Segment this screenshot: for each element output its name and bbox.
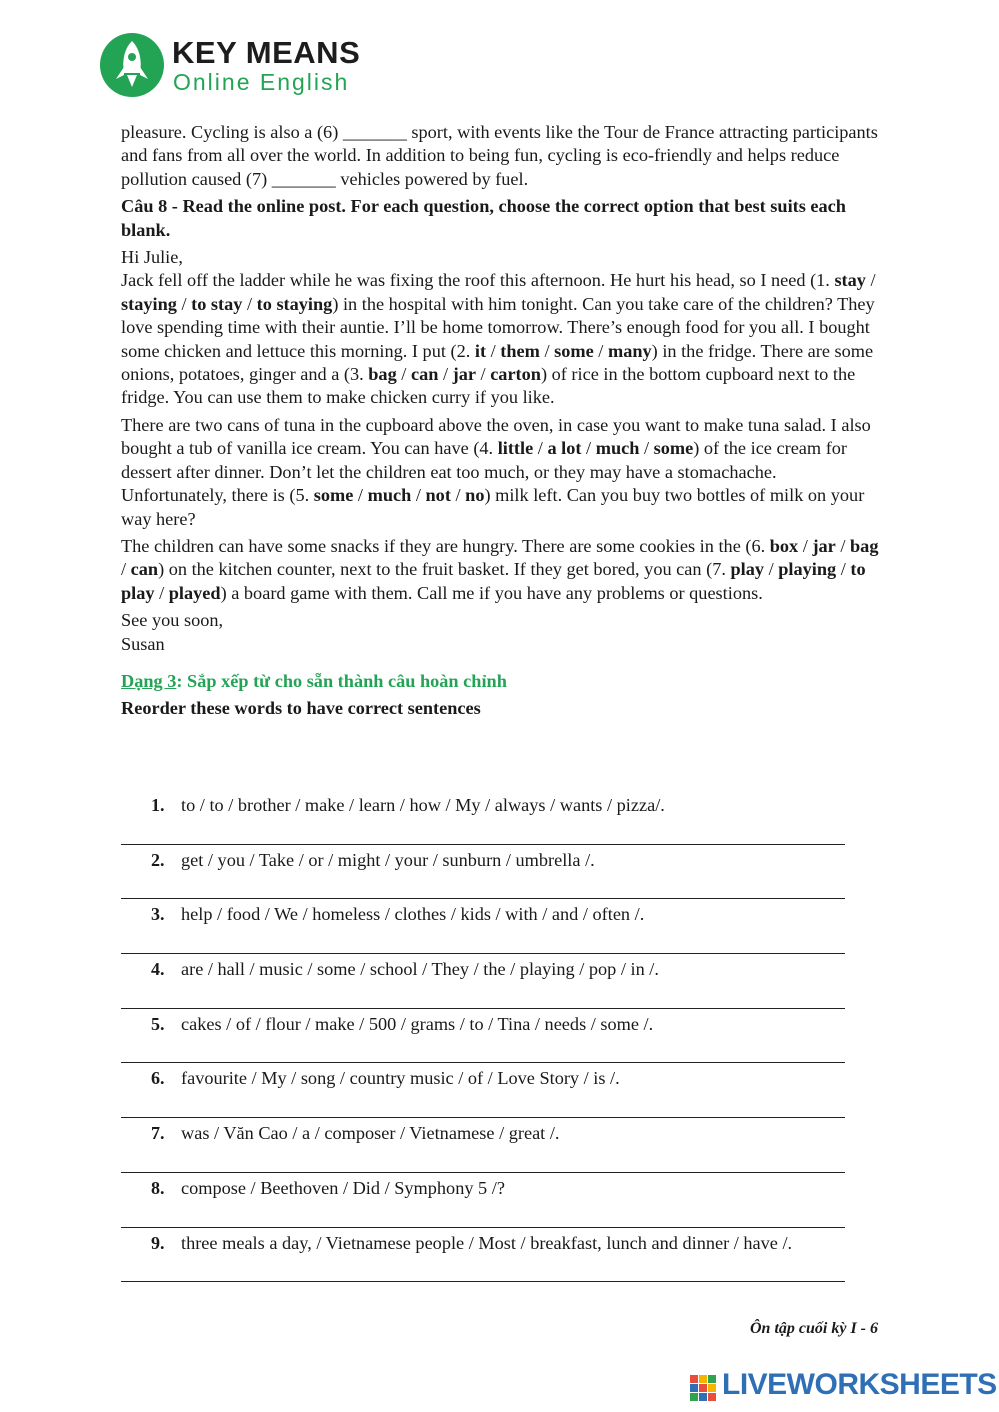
list-item — [121, 1174, 845, 1229]
section-heading — [121, 670, 881, 693]
logo-title: KEY MEANS — [172, 35, 361, 70]
letter-paragraph-3: The children can have some snacks if they are hungry. There are some cookies in the (6. box / jar / bag / can) on the kitchen counter, next to the fruit basket. If they get bored, you can (7. play / playing / to play / played) a board game with them. Call me if you have any problems or questions. — [121, 535, 879, 603]
option[interactable]: staying — [121, 293, 177, 314]
answer-line[interactable] — [121, 844, 845, 845]
answer-line[interactable] — [121, 898, 845, 899]
option[interactable]: jar — [812, 535, 836, 556]
option[interactable]: some — [554, 340, 594, 361]
page-footer: Ôn tập cuối kỳ I - 6 — [750, 1320, 878, 1337]
list-item — [121, 1064, 845, 1119]
option[interactable]: bag — [368, 364, 397, 385]
list-item — [121, 846, 845, 901]
option[interactable]: play — [730, 559, 765, 580]
item-words: cakes / of / flour / make / 500 / grams / to / Tina / needs / some /. — [181, 1013, 654, 1034]
item-words: are / hall / music / some / school / They / the / playing / pop / in /. — [181, 959, 659, 980]
liveworksheets-text: LIVEWORKSHEETS — [722, 1368, 997, 1401]
letter-body: Hi Julie, Jack fell off the ladder while he was fixing the roof this afternoon. He hurt his head, so I need (1. stay / staying / to stay / to staying) in the hospital with him tonight. Can you take care of the children? They love spending time with their auntie. I’ll be home tomorrow. There’s enough food for you all. I bought some chicken and lettuce this morning. I put (2. it / them / some / many) in the fridge. There are some onions, potatoes, ginger and a (3. bag / can / jar / carton) of rice in the bottom cupboard next to the fridge. You can use them to make chicken curry if you like. — [121, 247, 876, 408]
paragraph-text: There are two cans of tuna in the cupboard above the oven, in case you want to make tuna salad. I also bought a tub of vanilla ice cream. You can have (4. — [121, 414, 871, 459]
section-label: Dạng 3 — [121, 670, 177, 691]
list-item — [121, 900, 845, 955]
closing: See you soon, — [121, 610, 224, 631]
option[interactable]: played — [168, 582, 221, 603]
item-number: 2. — [151, 849, 165, 870]
option[interactable]: many — [607, 340, 652, 361]
option[interactable]: can — [410, 364, 439, 385]
list-item — [121, 791, 845, 846]
item-number: 9. — [151, 1232, 165, 1253]
answer-line[interactable] — [121, 1008, 845, 1009]
option[interactable]: much — [367, 485, 412, 506]
paragraph-text: ) of rice in the bottom cupboard next to the fridge. You can use them to make chicken curry if you like. — [121, 364, 856, 408]
item-number: 7. — [151, 1123, 165, 1144]
item-words: get / you / Take / or / might / your / sunburn / umbrella /. — [181, 849, 595, 870]
answer-line[interactable] — [121, 1062, 845, 1063]
item-words: to / to / brother / make / learn / how / My / always / wants / pizza/. — [181, 795, 665, 815]
section-title: : Sắp xếp từ cho sẵn thành câu hoàn chỉnh — [176, 670, 507, 691]
paragraph-text: ) milk left. Can you buy two bottles of milk on your way here? — [121, 485, 865, 529]
item-words: was / Văn Cao / a / composer / Vietnamese / great /. — [181, 1123, 560, 1144]
option[interactable]: to play — [121, 559, 866, 603]
signature: Susan — [121, 633, 165, 654]
item-number: 6. — [151, 1068, 165, 1089]
item-number: 8. — [151, 1177, 165, 1198]
option[interactable]: no — [465, 485, 485, 506]
option[interactable]: to staying — [256, 293, 333, 314]
answer-line[interactable] — [121, 1117, 845, 1118]
option[interactable]: bag — [850, 535, 879, 556]
list-item — [121, 955, 845, 1010]
liveworksheets-watermark — [690, 1368, 997, 1406]
rocket-icon — [100, 33, 164, 97]
item-words: compose / Beethoven / Did / Symphony 5 /? — [181, 1177, 505, 1198]
option[interactable]: it — [474, 340, 487, 361]
item-number: 3. — [151, 904, 165, 925]
liveworksheets-icon — [690, 1375, 716, 1401]
question-8-heading: Câu 8 - Read the online post. For each question, choose the correct option that best suits each blank. — [121, 196, 846, 240]
option[interactable]: box — [769, 535, 799, 556]
reorder-list — [121, 791, 845, 1283]
option[interactable]: little — [497, 438, 534, 459]
option[interactable]: some — [313, 485, 354, 506]
paragraph-text: Jack fell off the ladder while he was fixing the roof this afternoon. He hurt his head, so I need (1. — [121, 270, 835, 291]
paragraph-text: ) in the fridge. There are some onions, potatoes, ginger and a (3. — [121, 340, 874, 385]
greeting: Hi Julie, — [121, 247, 183, 268]
logo-subtitle: Online English — [173, 69, 350, 95]
key-means-logo — [100, 33, 400, 93]
option[interactable]: a lot — [547, 438, 582, 459]
option[interactable]: stay — [834, 270, 866, 291]
paragraph-text: ) of the ice cream for dessert after dinner. Don’t let the children eat too much, or they may have a stomachache. Unfortunately, there is (5. — [121, 438, 848, 506]
option[interactable]: carton — [490, 364, 541, 385]
intro-paragraph: pleasure. Cycling is also a (6) _______ sport, with events like the Tour de France attracting participants and fans from all over the world. In addition to being fun, cycling is eco-friendly and helps reduce pollution caused (7) _______ vehicles powered by fuel. — [121, 122, 878, 189]
list-item — [121, 1119, 845, 1174]
option[interactable]: to stay — [191, 293, 243, 314]
list-item — [121, 1010, 845, 1065]
item-number: 1. — [151, 795, 165, 815]
paragraph-text: The children can have some snacks if they are hungry. There are some cookies in the (6. — [121, 535, 770, 556]
option[interactable]: playing — [778, 559, 837, 580]
answer-line[interactable] — [121, 1172, 845, 1173]
option[interactable]: much — [595, 438, 640, 459]
option[interactable]: not — [425, 485, 451, 506]
letter-closing — [121, 609, 881, 656]
option[interactable]: can — [130, 559, 159, 580]
option[interactable]: some — [653, 438, 694, 459]
option[interactable]: jar — [452, 364, 476, 385]
paragraph-text: ) on the kitchen counter, next to the fruit basket. If they get bored, you can (7. — [158, 559, 731, 580]
item-words: three meals a day, / Vietnamese people / Most / breakfast, lunch and dinner / have /. — [181, 1232, 793, 1253]
item-number: 5. — [151, 1013, 165, 1034]
worksheet-content — [121, 121, 881, 725]
paragraph-text: ) in the hospital with him tonight. Can you take care of the children? They love spending time with their auntie. I’ll be home tomorrow. There’s enough food for you all. I bought some chicken and lettuce this morning. I put (2. — [121, 293, 875, 361]
item-number: 4. — [151, 959, 165, 980]
letter-paragraph-2: There are two cans of tuna in the cupboard above the oven, in case you want to make tuna salad. I also bought a tub of vanilla ice cream. You can have (4. little / a lot / much / some) of the ice cream for dessert after dinner. Don’t let the children eat too much, or they may have a stomachache. Unfortunately, there is (5. some / much / not / no) milk left. Can you buy two bottles of milk on your way here? — [121, 414, 871, 529]
answer-line[interactable] — [121, 1281, 845, 1282]
instructions: Reorder these words to have correct sentences — [121, 698, 481, 719]
item-words: help / food / We / homeless / clothes / kids / with / and / often /. — [181, 904, 645, 925]
answer-line[interactable] — [121, 1227, 845, 1228]
list-item — [121, 1229, 845, 1284]
answer-line[interactable] — [121, 953, 845, 954]
item-words: favourite / My / song / country music / of / Love Story / is /. — [181, 1068, 620, 1089]
paragraph-text: ) a board game with them. Call me if you have any problems or questions. — [220, 582, 763, 603]
option[interactable]: them — [500, 340, 540, 361]
